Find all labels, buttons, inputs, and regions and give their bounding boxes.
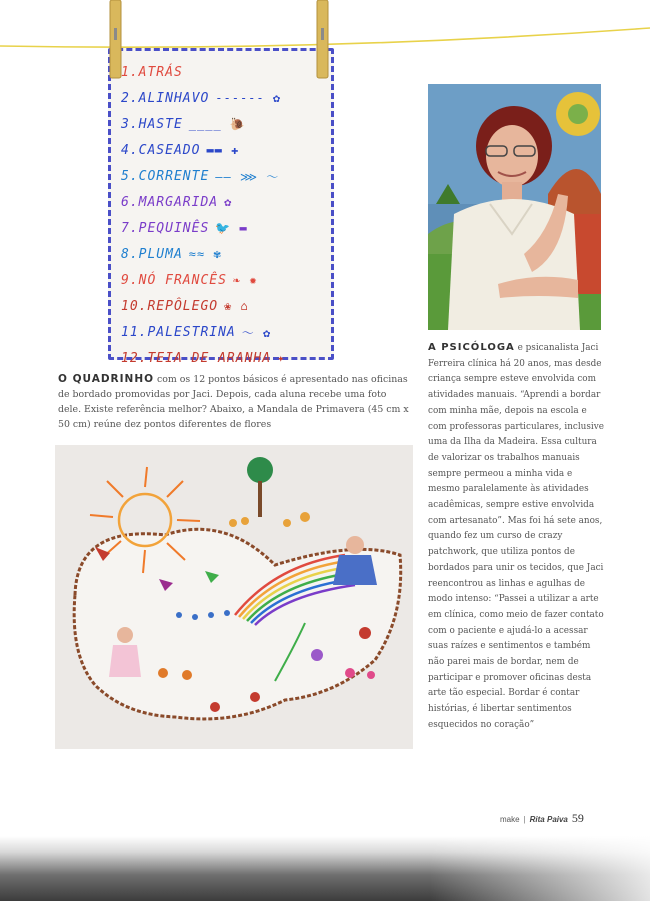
article-lead: A PSICÓLOGA: [428, 342, 515, 353]
caption-text: com os 12 pontos básicos é apresentado nas oficinas de bordado promovidas por Jaci. Depois, cada aluna recebe uma foto dele. Existe referência melhor? Abaixo, a Mandala de Primavera (45 cm x 50 cm) reúne dez pontos diferentes de flores: [58, 374, 409, 430]
article-text: e psicanalista Jaci Ferreira clínica há 20 anos, mas desde criança sempre esteve envolvida com atividades manuais. “Aprendi a bordar com minha mãe, depois na escola e com professoras particulares, inclusive uma da Ilha da Madeira. Essa cultura de valorizar os trabalhos manuais sempre permeou a minha vida e mesmo paralelamente às atividades acadêmicas, sempre estive envolvida com artesanato”. Mas foi há sete anos, quando fez um curso de crazy patchwork, que utiliza pontos de bordados para unir os tecidos, que Jaci reencontrou as linhas e agulhas de modo intenso: “Passei a utilizar a arte em clínica, como meio de fazer contato com o paciente e ajudá-lo a acessar suas raízes e sentimentos e também não parei mais de bordar, nem de participar e promover oficinas desta arte tão especial. Bordar é contar histórias, é libertar sentimentos esquecidos no coração”: [428, 343, 604, 730]
stitch-list: [111, 51, 331, 371]
stitch-item: [121, 137, 331, 163]
article-body: [428, 340, 604, 734]
stitch-decoration: 🐦 ▬: [215, 221, 248, 235]
stitch-decoration: ✦: [277, 351, 286, 365]
clothespin-right: [315, 0, 331, 80]
stitch-item: [121, 267, 331, 293]
stitch-label: 8.PLUMA: [121, 246, 183, 262]
footer-separator: |: [523, 815, 526, 824]
stitch-item: [121, 293, 331, 319]
stitch-item: [121, 215, 331, 241]
mandala-embroidery-photo: [55, 445, 413, 749]
caption-lead: O QUADRINHO: [58, 373, 155, 385]
stitch-label: 5.CORRENTE: [121, 168, 210, 184]
stitch-label: 7.PEQUINÊS: [121, 220, 210, 236]
stitch-decoration: ____ 🐌: [188, 117, 246, 131]
stitch-item: [121, 59, 331, 85]
stitch-label: 9.NÓ FRANCÊS: [121, 272, 227, 288]
stitch-decoration: ～ ✿: [241, 325, 272, 340]
scan-shadow: [0, 836, 650, 901]
stitch-item: [121, 111, 331, 137]
stitch-item: [121, 163, 331, 189]
stitch-item: [121, 319, 331, 345]
sampler-caption: [58, 372, 410, 432]
stitch-label: 4.CASEADO: [121, 142, 201, 158]
stitch-item: [121, 189, 331, 215]
stitch-sampler: [108, 48, 334, 366]
page-number: 59: [571, 811, 584, 825]
stitch-decoration: ❀ ⌂: [224, 299, 249, 313]
stitch-label: 12.TEIA DE ARANHA: [121, 350, 272, 366]
author-name: Rita Paiva: [529, 815, 568, 824]
stitch-label: 10.REPÔLEGO: [121, 298, 219, 314]
stitch-decoration: —— ⋙ ～: [215, 169, 280, 184]
portrait-photo: [428, 84, 601, 330]
stitch-decoration: ▬▬ ✚: [206, 143, 240, 157]
stitch-label: 11.PALESTRINA: [121, 324, 236, 340]
stitch-item: [121, 241, 331, 267]
stitch-decoration: ✿: [224, 195, 233, 209]
stitch-item: [121, 85, 331, 111]
stitch-label: 3.HASTE: [121, 116, 183, 132]
stitch-label: 1.ATRÁS: [121, 64, 183, 80]
magazine-name: make: [500, 815, 520, 824]
stitch-decoration: ------ ✿: [215, 91, 282, 105]
stitch-label: 6.MARGARIDA: [121, 194, 219, 210]
clothespin-left: [108, 0, 124, 80]
stitch-decoration: ≈≈ ✾: [188, 247, 222, 261]
stitch-item: [121, 345, 331, 371]
stitch-label: 2.ALINHAVO: [121, 90, 210, 106]
page-footer: [500, 811, 610, 826]
stitch-decoration: ❧ ✹: [232, 273, 258, 287]
